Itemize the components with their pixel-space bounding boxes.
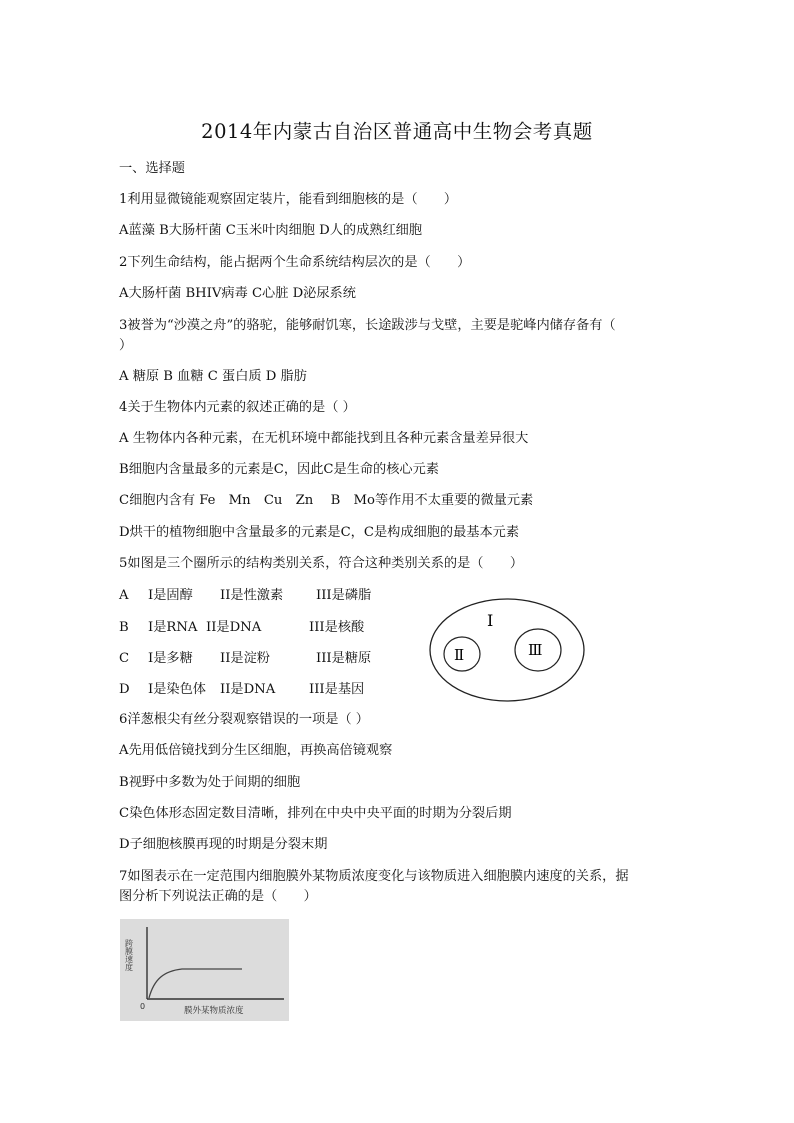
question-6: 6洋葱根尖有丝分裂观察错误的一项是（ ） bbox=[119, 712, 369, 727]
q5-row-a-ii: II是性激素 bbox=[220, 588, 284, 603]
question-6-option-d: D子细胞核膜再现的时期是分裂末期 bbox=[119, 837, 328, 852]
q5-row-d-ii: II是DNA bbox=[220, 682, 276, 697]
question-6-option-b: B视野中多数为处于间期的细胞 bbox=[119, 775, 301, 790]
q5-row-a-letter: A bbox=[119, 588, 129, 603]
question-1-options: A蓝藻 B大肠杆菌 C玉米叶肉细胞 D人的成熟红细胞 bbox=[119, 223, 423, 238]
graph-origin: 0 bbox=[140, 1002, 146, 1011]
question-2: 2下列生命结构，能占据两个生命系统结构层次的是（ ） bbox=[119, 255, 471, 270]
q5-row-c-iii: III是糖原 bbox=[316, 651, 372, 666]
graph-ylabel: 跨膜速度 bbox=[124, 939, 134, 971]
q5-row-a-i: I是固醇 bbox=[148, 588, 193, 603]
question-7-line1: 7如图表示在一定范围内细胞膜外某物质浓度变化与该物质进入细胞膜内速度的关系，据 bbox=[119, 869, 629, 884]
question-4-option-c: C细胞内含有 Fe Mn Cu Zn B Mo等作用不太重要的微量元素 bbox=[119, 493, 534, 508]
q5-row-b-letter: B bbox=[119, 620, 129, 635]
question-6-option-c: C染色体形态固定数目清晰，排列在中央中央平面的时期为分裂后期 bbox=[119, 806, 512, 821]
q5-row-b-i: I是RNA bbox=[148, 620, 198, 635]
q5-row-d-letter: D bbox=[119, 682, 130, 697]
q5-row-d-i: I是染色体 bbox=[148, 682, 206, 697]
question-4-option-a: A 生物体内各种元素，在无机环境中都能找到且各种元素含量差异很大 bbox=[119, 431, 529, 446]
rate-curve bbox=[149, 969, 242, 998]
q5-row-c-ii: II是淀粉 bbox=[220, 651, 270, 666]
page-title: 2014年内蒙古自治区普通高中生物会考真题 bbox=[201, 120, 593, 143]
question-4-option-b: B细胞内含量最多的元素是C，因此C是生命的核心元素 bbox=[119, 462, 439, 477]
transport-rate-graph bbox=[120, 919, 289, 1021]
graph-xlabel: 膜外某物质浓度 bbox=[184, 1006, 244, 1016]
question-4-option-d: D烘干的植物细胞中含量最多的元素是C，C是构成细胞的最基本元素 bbox=[119, 525, 520, 540]
question-3-options: A 糖原 B 血糖 C 蛋白质 D 脂肪 bbox=[119, 369, 307, 384]
question-2-options: A大肠杆菌 BHIV病毒 C心脏 D泌尿系统 bbox=[119, 286, 356, 301]
q5-row-d-iii: III是基因 bbox=[309, 682, 365, 697]
label-right: Ⅲ bbox=[528, 641, 543, 659]
q5-row-a-iii: III是磷脂 bbox=[316, 588, 372, 603]
venn-diagram bbox=[428, 596, 588, 706]
question-6-option-a: A先用低倍镜找到分生区细胞，再换高倍镜观察 bbox=[119, 743, 393, 758]
q5-row-b-ii: II是DNA bbox=[206, 620, 262, 635]
q5-row-b-iii: III是核酸 bbox=[309, 620, 365, 635]
label-outer: I bbox=[487, 611, 494, 630]
q5-row-c-letter: C bbox=[119, 651, 130, 666]
question-5: 5如图是三个圈所示的结构类别关系，符合这种类别关系的是（ ） bbox=[119, 556, 524, 571]
section-heading: 一、选择题 bbox=[119, 161, 185, 176]
question-4: 4关于生物体内元素的叙述正确的是（ ） bbox=[119, 400, 356, 415]
graph-svg bbox=[120, 919, 289, 1021]
question-7-line2: 图分析下列说法正确的是（ ） bbox=[119, 889, 317, 904]
question-1: 1利用显微镜能观察固定装片，能看到细胞核的是（ ） bbox=[119, 192, 458, 207]
question-3-line1: 3被誉为“沙漠之舟”的骆驼，能够耐饥寒，长途跋涉与戈壁，主要是驼峰内储存备有（ bbox=[119, 318, 616, 333]
question-3-line2: ） bbox=[119, 338, 133, 353]
q5-row-c-i: I是多糖 bbox=[148, 651, 193, 666]
label-left: Ⅱ bbox=[454, 646, 465, 664]
